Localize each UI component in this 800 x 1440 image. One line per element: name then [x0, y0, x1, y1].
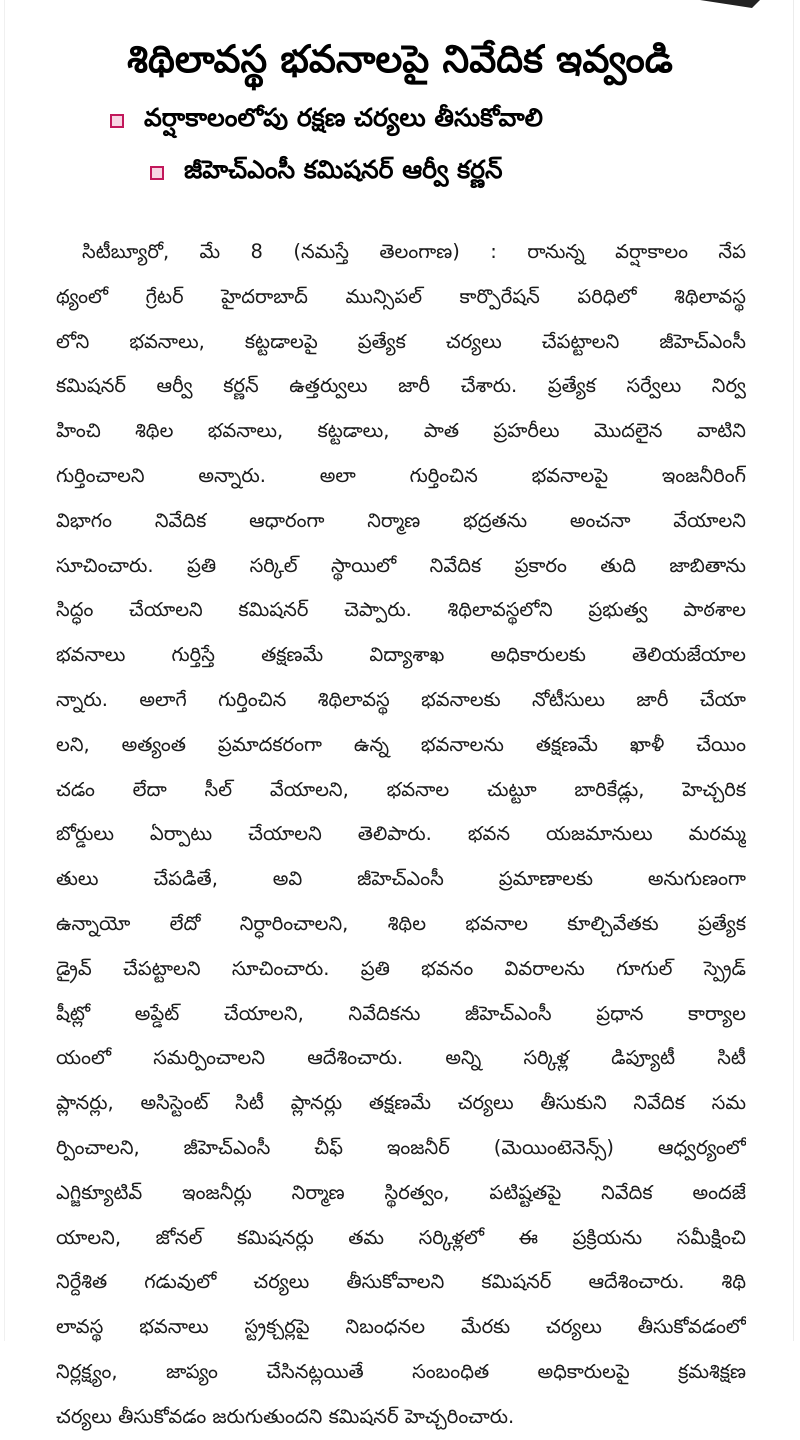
body-line: సిటీబ్యూరో, మే 8 (నమస్తే తెలంగాణ) : రానున్న వర్షాకాలం నేప	[82, 240, 746, 263]
body-line: చర్యలు తీసుకోవడం జరుగుతుందని కమిషనర్ హెచ్చరించారు.	[56, 1404, 515, 1428]
body-line: న్నారు. అలాగే గుర్తించిన శిథిలావస్థ భవనాలకు నోటీసులు జారీ చేయా	[56, 687, 746, 711]
body-line: థ్యంలో గ్రేటర్ హైదరాబాద్ మున్సిపల్ కార్పొరేషన్ పరిధిలో శిథిలావస్థ	[56, 284, 746, 308]
body-line: కమిషనర్ ఆర్వీ కర్ణన్ ఉత్తర్వులు జారీ చేశారు. ప్రత్యేక సర్వేలు నిర్వ	[56, 374, 746, 398]
body-line: యంలో సమర్పించాలని ఆదేశించారు. అన్ని సర్కిళ్ల డిప్యూటీ సిటీ	[56, 1046, 746, 1070]
body-line: యాలని, జోనల్ కమిషనర్లు తమ సర్కిళ్లలో ఈ ప్రక్రియను సమీక్షించి	[56, 1225, 746, 1249]
headline: శిథిలావస్థ భవనాలపై నివేదిక ఇవ్వండి	[127, 37, 673, 81]
body-line: భవనాలు గుర్తిస్తే తక్షణమే విద్యాశాఖ అధికారులకు తెలియజేయాల	[56, 643, 746, 667]
subhead-2	[0, 152, 800, 194]
square-bullet-icon	[110, 114, 124, 128]
body-line: చడం లేదా సీల్ వేయాలని, భవనాల చుట్టూ బారికేడ్లు, హెచ్చరిక	[56, 777, 746, 801]
body-line: తులు చేపడితే, అవి జీహెచ్ఎంసీ ప్రమాణాలకు అనుగుణంగా	[56, 867, 746, 891]
body-line: నిర్దేశిత గడువులో చర్యలు తీసుకోవాలని కమిషనర్ ఆదేశించారు. శిథి	[56, 1270, 746, 1294]
body-line: నిర్లక్ష్యం, జాప్యం చేసినట్లయితే సంబంధిత అధికారులపై క్రమశిక్షణ	[56, 1359, 746, 1383]
right-edge-line	[793, 0, 794, 1341]
body-line: బోర్డులు ఏర్పాటు చేయాలని తెలిపారు. భవన యజమానులు మరమ్మ	[56, 822, 746, 846]
body-line: హించి శిథిల భవనాలు, కట్టడాలు, పాత ప్రహరీలు మొదలైన వాటిని	[56, 419, 746, 443]
body-line: లోని భవనాలు, కట్టడాలపై ప్రత్యేక చర్యలు చేపట్టాలని జీహెచ్ఎంసీ	[56, 329, 746, 353]
article-body	[56, 230, 746, 1440]
subhead-1	[0, 100, 800, 142]
body-line: గుర్తించాలని అన్నారు. అలా గుర్తించిన భవనాలపై ఇంజనీరింగ్	[56, 463, 746, 487]
body-line: ఉన్నాయో లేదో నిర్ధారించాలని, శిథిల భవనాల కూల్చివేతకు ప్రత్యేక	[56, 911, 746, 935]
body-line: లావస్థ భవనాలు స్ట్రక్చర్లపై నిబంధనల మేరకు చర్యలు తీసుకోవడంలో	[56, 1315, 746, 1339]
body-line: ర్పించాలని, జీహెచ్ఎంసీ చీఫ్ ఇంజనీర్ (మెయింటెనెన్స్) ఆధ్వర్యంలో	[56, 1135, 746, 1159]
subhead-text: జీహెచ్ఎంసీ కమిషనర్ ఆర్వీ కర్ణన్	[184, 155, 503, 184]
body-line: డ్రైవ్ చేపట్టాలని సూచించారు. ప్రతి భవనం వివరాలను గూగుల్ స్ప్రెడ్	[56, 956, 746, 980]
body-line: విభాగం నివేదిక ఆధారంగా నిర్మాణ భద్రతను అంచనా వేయాలని	[56, 508, 746, 532]
body-line: సిద్ధం చేయాలని కమిషనర్ చెప్పారు. శిథిలావస్థలోని ప్రభుత్వ పాఠశాల	[56, 598, 746, 622]
body-line: సూచించారు. ప్రతి సర్కిల్ స్థాయిలో నివేదిక ప్రకారం తుది జాబితాను	[56, 553, 746, 577]
body-line: ప్లానర్లు, అసిస్టెంట్ సిటీ ప్లానర్లు తక్షణమే చర్యలు తీసుకుని నివేదిక సమ	[56, 1091, 746, 1115]
square-bullet-icon	[150, 166, 164, 180]
corner-arrow-icon	[700, 0, 760, 8]
subhead-text: వర్షాకాలంలోపు రక్షణ చర్యలు తీసుకోవాలి	[144, 103, 544, 132]
body-line: ఎగ్జిక్యూటివ్ ఇంజనీర్లు నిర్మాణ స్థిరత్వం, పటిష్టతపై నివేదిక అందజే	[56, 1180, 746, 1204]
body-line: షీట్లో అప్డేట్ చేయాలని, నివేదికను జీహెచ్ఎంసీ ప్రధాన కార్యాల	[56, 1001, 746, 1025]
left-edge-line	[4, 0, 5, 1341]
body-line: లని, అత్యంత ప్రమాదకరంగా ఉన్న భవనాలను తక్షణమే ఖాళీ చేయిం	[56, 732, 746, 756]
